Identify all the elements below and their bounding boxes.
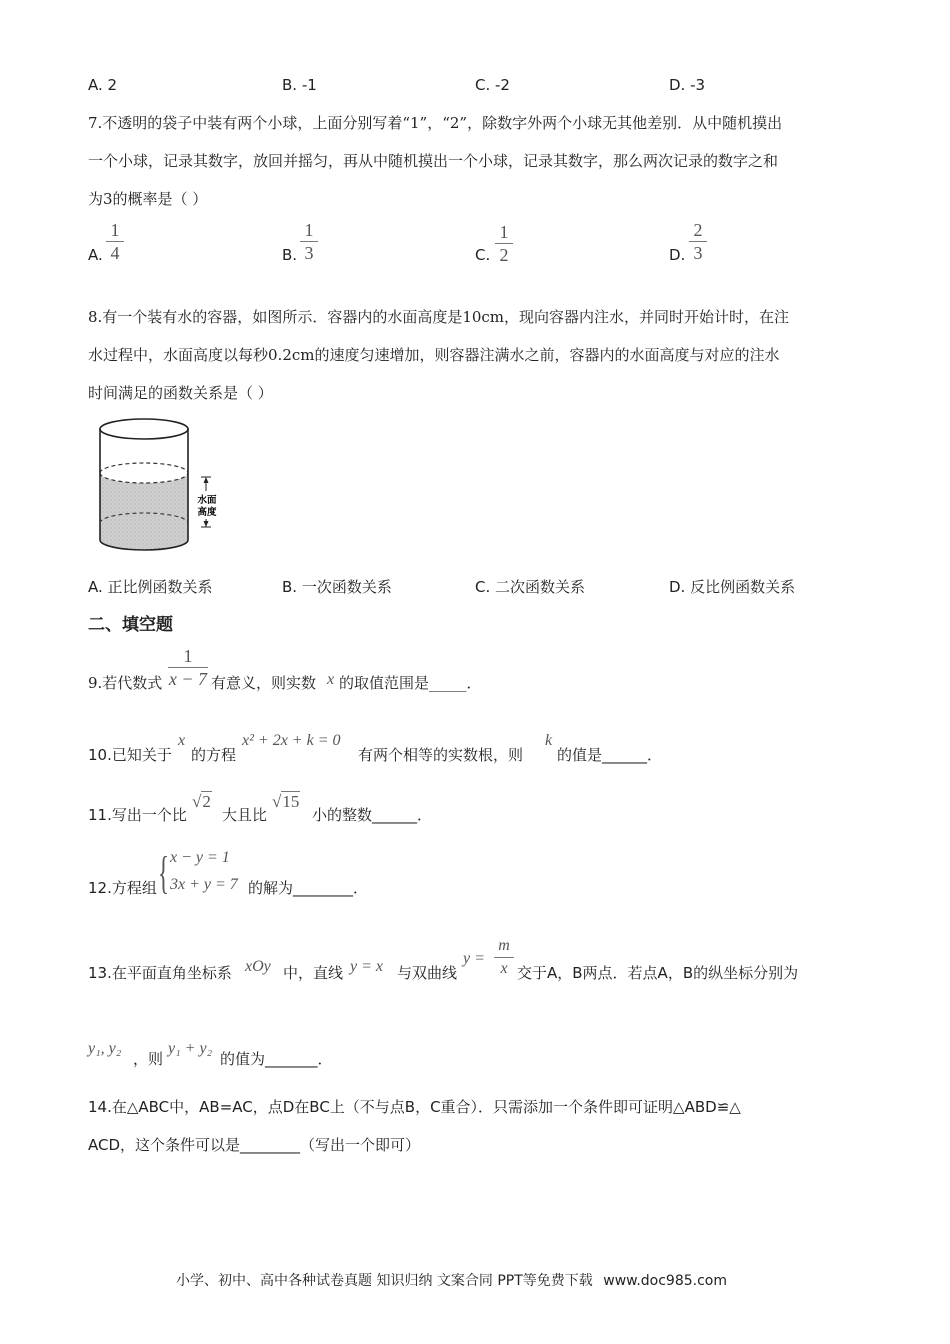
numerator: 1	[183, 646, 193, 666]
q11-mid: 大且比	[222, 806, 268, 824]
q10-equation: x² + 2x + k = 0	[242, 732, 341, 749]
q8-option-b: B. 一次函数关系	[282, 578, 392, 596]
q8-line-3: 时间满足的函数关系是（ ）	[88, 384, 273, 402]
q7-option-a-fraction	[106, 220, 124, 263]
q6-option-c: C. -2	[475, 76, 510, 94]
q11-sqrt-15	[272, 792, 300, 812]
q9-variable: x	[327, 671, 335, 688]
figure-label-water: 水面	[197, 495, 217, 506]
q13-hyperbola-fraction	[494, 936, 514, 979]
q8-option-a: A. 正比例函数关系	[88, 578, 213, 596]
q12-prefix: 12.方程组	[88, 879, 157, 897]
arrow-down-icon	[204, 521, 209, 527]
numerator: 1	[304, 220, 314, 240]
denominator: 2	[499, 245, 509, 265]
q11-prefix: 11.写出一个比	[88, 806, 187, 824]
q13-mid1: 中，直线	[283, 964, 344, 982]
q13-suffix: 交于A，B两点．若点A，B的纵坐标分别为	[517, 964, 799, 982]
radical-sign-icon: √	[192, 792, 202, 811]
numerator: 1	[110, 220, 120, 240]
q9-suffix-a: 有意义，则实数	[211, 674, 317, 692]
radicand: 15	[282, 792, 300, 811]
denominator: 3	[693, 243, 703, 263]
q10-variable: x	[178, 732, 186, 749]
q13-coordinate-system: xOy	[245, 958, 271, 975]
q8-line-1: 8.有一个装有水的容器，如图所示．容器内的水面高度是10cm，现向容器内注水，并同时开始计时，在注	[88, 308, 790, 326]
q8-option-d: D. 反比例函数关系	[669, 578, 796, 596]
q14-line-2: ACD，这个条件可以是________（写出一个即可）	[88, 1136, 421, 1154]
q7-option-a-label: A.	[88, 246, 103, 264]
q13-line-equation: y = x	[350, 958, 383, 975]
q10-variable-k: k	[545, 732, 553, 749]
footer-site-link[interactable]: www.doc985.com	[603, 1273, 727, 1289]
q10-prefix: 10.已知关于	[88, 746, 172, 764]
q11-sqrt-2	[192, 792, 212, 812]
q7-line-3: 为3的概率是（ ）	[88, 190, 208, 208]
q7-option-c-label: C.	[475, 246, 491, 264]
q12-suffix: 的解为________．	[248, 879, 369, 897]
q13-mid2: 与双曲线	[397, 964, 458, 982]
q9-prefix: 9.若代数式	[88, 674, 163, 692]
q12-equation-2: 3x + y = 7	[170, 876, 238, 893]
q10-mid: 的方程	[191, 746, 237, 764]
q9-fraction	[168, 646, 208, 689]
radicand: 2	[202, 792, 211, 811]
q6-option-b: B. -1	[282, 76, 317, 94]
q13-prefix: 13.在平面直角坐标系	[88, 964, 232, 982]
denominator: x − 7	[168, 669, 208, 689]
q13-hyperbola-lhs: y =	[463, 950, 485, 967]
q7-option-b-label: B.	[282, 246, 298, 264]
q7-option-d-label: D.	[669, 246, 686, 264]
footer-description: 小学、初中、高中各种试卷真题 知识归纳 文案合同 PPT等免费下载	[176, 1273, 593, 1289]
q9-suffix-b: 的取值范围是_____．	[339, 674, 482, 692]
q13-sum: y₁ + y₂	[168, 1040, 213, 1057]
q8-option-c: C. 二次函数关系	[475, 578, 586, 596]
numerator: m	[498, 937, 510, 954]
container-rim	[100, 419, 188, 439]
q12-equation-1: x − y = 1	[170, 849, 230, 866]
q7-option-c-fraction	[495, 222, 513, 265]
denominator: x	[500, 960, 508, 977]
figure-label-height: 高度	[197, 507, 217, 518]
q14-line-1: 14.在△ABC中，AB=AC，点D在BC上（不与点B，C重合）．只需添加一个条件即可证明△ABD≌△	[88, 1098, 741, 1116]
q10-suffix: 的值是______．	[557, 746, 663, 764]
q10-mid2: 有两个相等的实数根，则	[358, 746, 524, 764]
q11-suffix: 小的整数______．	[312, 806, 433, 824]
section-heading-fill-in: 二、填空题	[88, 615, 173, 635]
q8-line-2: 水过程中，水面高度以每秒0.2cm的速度匀速增加，则容器注满水之前，容器内的水面高度与对应的注水	[88, 346, 780, 364]
water-body	[100, 473, 188, 550]
q7-option-b-fraction	[300, 220, 318, 263]
arrow-up-icon	[204, 477, 209, 483]
q6-option-d: D. -3	[669, 76, 706, 94]
denominator: 3	[304, 243, 314, 263]
q7-line-2: 一个小球，记录其数字，放回并摇匀，再从中随机摸出一个小球，记录其数字，那么两次记录的数字之和	[88, 152, 779, 170]
q13-mid3: ，则	[133, 1050, 164, 1068]
denominator: 4	[110, 243, 120, 263]
water-container-figure	[94, 415, 234, 565]
q7-option-d-fraction	[689, 220, 707, 263]
left-brace-icon: {	[158, 847, 170, 898]
numerator: 1	[499, 222, 509, 242]
q7-line-1: 7.不透明的袋子中装有两个小球，上面分别写着“1”，“2”，除数字外两个小球无其他差别．从中随机摸出	[88, 114, 783, 132]
q6-option-a: A. 2	[88, 76, 118, 94]
numerator: 2	[693, 220, 703, 240]
footer-text	[176, 1270, 727, 1290]
q13-ys: y₁, y₂	[88, 1040, 122, 1057]
q13-suffix2: 的值为_______．	[220, 1050, 333, 1068]
water-surface-back	[100, 463, 188, 473]
radical-sign-icon: √	[272, 792, 282, 811]
